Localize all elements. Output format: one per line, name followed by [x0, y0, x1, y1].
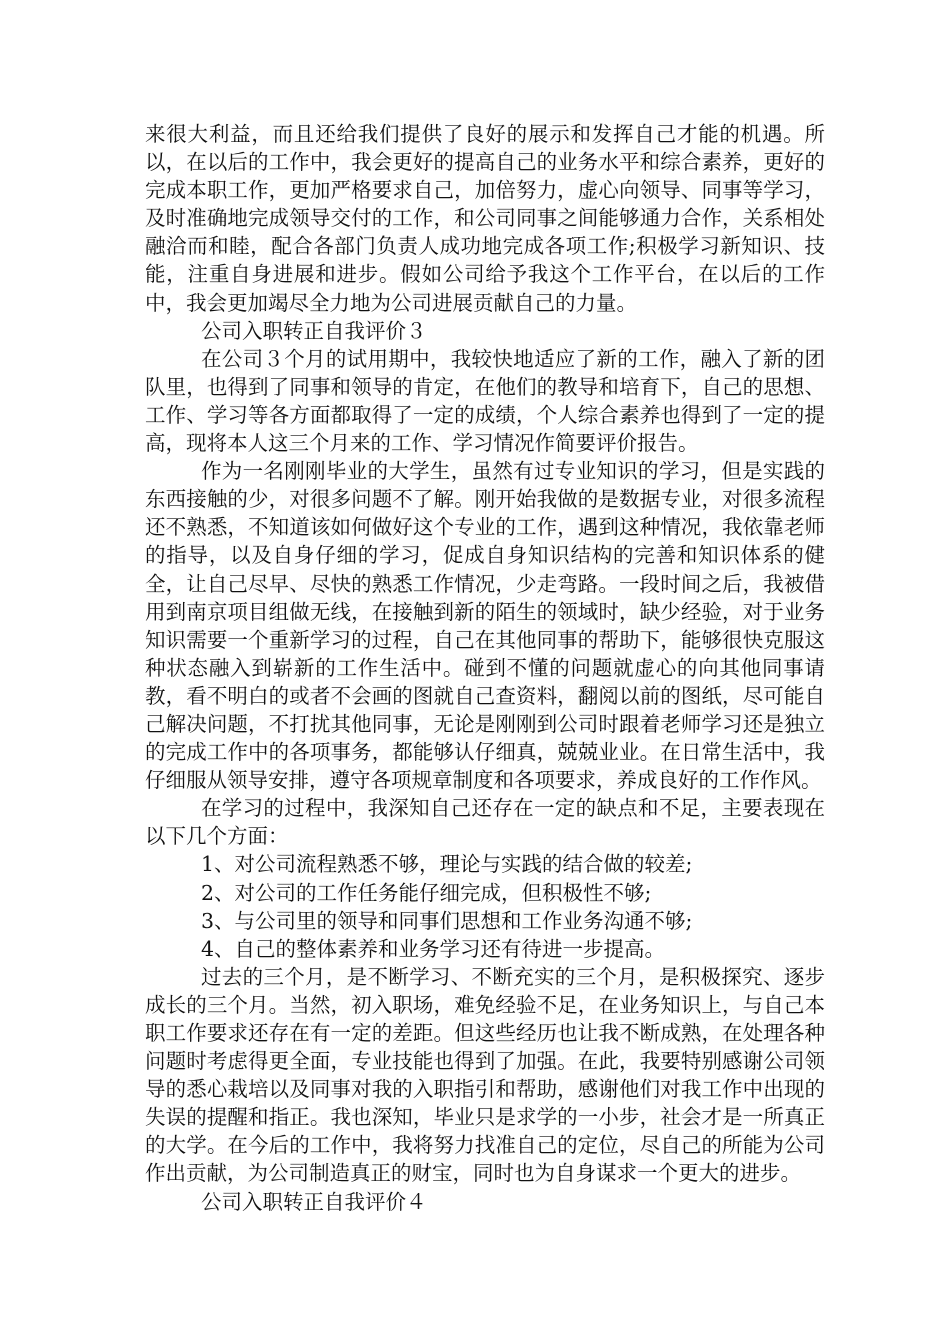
list-item: 4、自己的整体素养和业务学习还有待进一步提高。 — [201, 936, 666, 961]
paragraph: 在学习的过程中，我深知自己还存在一定的缺点和不足，主要表现在以下几个方面： — [145, 796, 825, 849]
list-item: 1、对公司流程熟悉不够，理论与实践的结合做的较差; — [201, 852, 693, 877]
list-item: 2、对公司的工作任务能仔细完成，但积极性不够; — [201, 880, 652, 905]
paragraph: 在公司３个月的试用期中，我较快地适应了新的工作，融入了新的团队里，也得到了同事和领导的肯定，在他们的教导和培育下，自己的思想、工作、学习等各方面都取得了一定的成绩，个人综合素养也得到了一定的提高，现将本人这三个月来的工作、学习情况作简要评价报告。 — [145, 346, 825, 456]
paragraph: 作为一名刚刚毕业的大学生，虽然有过专业知识的学习，但是实践的东西接触的少，对很多问题不了解。刚开始我做的是数据专业，对很多流程还不熟悉，不知道该如何做好这个专业的工作，遇到这种情况，我依靠老师的指导，以及自身仔细的学习，促成自身知识结构的完善和知识体系的健全，让自己尽早、尽快的熟悉工作情况，少走弯路。一段时间之后，我被借用到南京项目组做无线，在接触到新的陌生的领域时，缺少经验，对于业务知识需要一个重新学习的过程，自己在其他同事的帮助下，能够很快克服这种状态融入到崭新的工作生活中。碰到不懂的问题就虚心的向其他同事请教，看不明白的或者不会画的图就自己查资料，翻阅以前的图纸，尽可能自己解决问题，不打扰其他同事，无论是刚刚到公司时跟着老师学习还是独立的完成工作中的各项事务，都能够认仔细真，兢兢业业。在日常生活中，我仔细服从领导安排，遵守各项规章制度和各项要求，养成良好的工作作风。 — [145, 459, 825, 793]
section-heading: 公司入职转正自我评价３ — [201, 318, 427, 343]
paragraph: 过去的三个月，是不断学习、不断充实的三个月，是积极探究、逐步成长的三个月。当然，初入职场，难免经验不足，在业务知识上，与自己本职工作要求还存在有一定的差距。但这些经历也让我不断成熟，在处理各种问题时考虑得更全面，专业技能也得到了加强。在此，我要特别感谢公司领导的悉心栽培以及同事对我的入职指引和帮助，感谢他们对我工作中出现的失误的提醒和指正。我也深知，毕业只是求学的一小步，社会才是一所真正的大学。在今后的工作中，我将努力找准自己的定位，尽自己的所能为公司作出贡献，为公司制造真正的财宝，同时也为自身谋求一个更大的进步。 — [145, 964, 825, 1186]
list-item: 3、与公司里的领导和同事们思想和工作业务沟通不够; — [201, 908, 693, 933]
section-heading: 公司入职转正自我评价４ — [201, 1189, 427, 1214]
document-body — [145, 120, 825, 1216]
paragraph-continuation: 来很大利益，而且还给我们提供了良好的展示和发挥自己才能的机遇。所以，在以后的工作中，我会更好的提高自己的业务水平和综合素养，更好的完成本职工作，更加严格要求自己，加倍努力，虚心向领导、同事等学习，及时准确地完成领导交付的工作，和公司同事之间能够通力合作，关系相处融洽而和睦，配合各部门负责人成功地完成各项工作;积极学习新知识、技能，注重自身进展和进步。假如公司给予我这个工作平台，在以后的工作中，我会更加竭尽全力地为公司进展贡献自己的力量。 — [145, 122, 825, 315]
